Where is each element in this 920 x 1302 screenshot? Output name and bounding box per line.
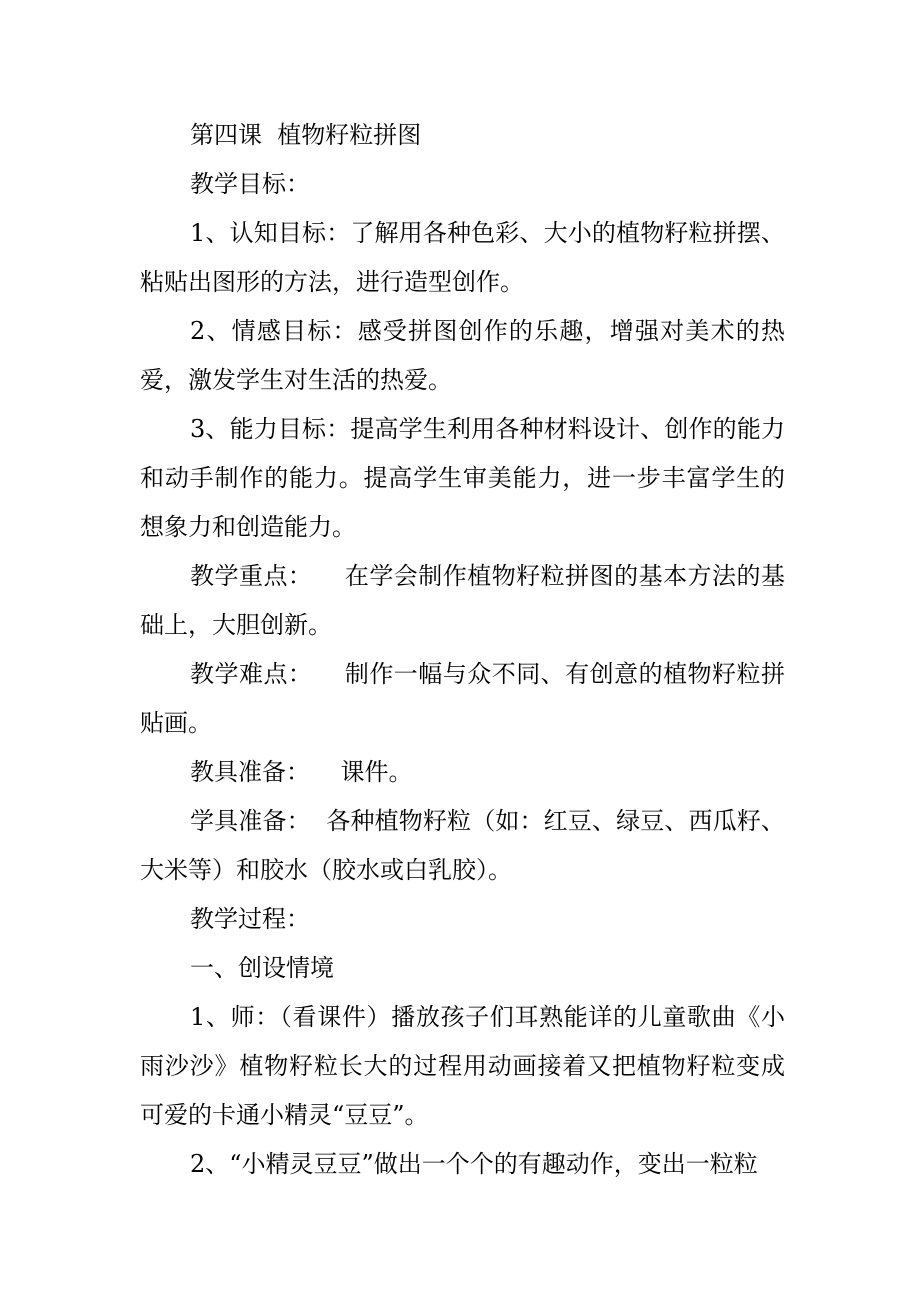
key-point: 教学重点： 在学会制作植物籽粒拼图的基本方法的基础上，大胆创新。 bbox=[140, 562, 785, 639]
process-step: 1、师：（看课件）播放孩子们耳熟能详的儿童歌曲《小雨沙沙》植物籽粒长大的过程用动画接着又把植物籽粒变成可爱的卡通小精灵“豆豆”。 bbox=[140, 1003, 785, 1129]
difficulty: 教学难点： 制作一幅与众不同、有创意的植物籽粒拼贴画。 bbox=[140, 660, 785, 737]
teacher-tools: 教具准备： 课件。 bbox=[190, 758, 413, 786]
section-heading: 一、创设情境 bbox=[190, 954, 334, 982]
goal-ability: 3、能力目标：提高学生利用各种材料设计、创作的能力和动手制作的能力。提高学生审美能力，进一步丰富学生的想象力和创造能力。 bbox=[140, 415, 785, 541]
goal-emotional: 2、情感目标：感受拼图创作的乐趣，增强对美术的热爱，激发学生对生活的热爱。 bbox=[140, 317, 785, 394]
process-step: 2、“小精灵豆豆”做出一个个的有趣动作，变出一粒粒 bbox=[190, 1150, 758, 1178]
student-tools: 学具准备： 各种植物籽粒（如：红豆、绿豆、西瓜籽、大米等）和胶水（胶水或白乳胶）。 bbox=[140, 807, 785, 884]
goal-cognitive: 1、认知目标：了解用各种色彩、大小的植物籽粒拼摆、粘贴出图形的方法，进行造型创作。 bbox=[140, 219, 785, 296]
lesson-title: 第四课 植物籽粒拼图 bbox=[190, 121, 422, 149]
goals-heading: 教学目标： bbox=[190, 170, 310, 198]
document-body bbox=[140, 111, 785, 1189]
process-heading: 教学过程： bbox=[190, 905, 310, 933]
